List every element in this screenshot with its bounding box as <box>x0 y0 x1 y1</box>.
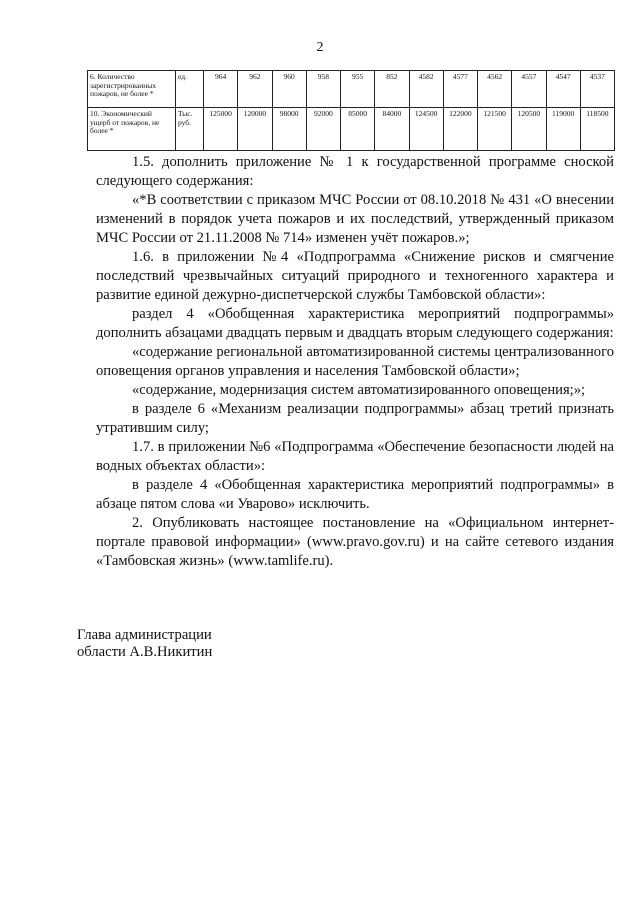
value-cell: 958 <box>306 71 340 108</box>
indicator-unit: Тыс. руб. <box>176 108 204 151</box>
value-cell: 124500 <box>409 108 443 151</box>
value-cell: 962 <box>238 71 272 108</box>
value-cell: 85000 <box>341 108 375 151</box>
value-cell: 122000 <box>443 108 477 151</box>
paragraph: в разделе 4 «Обобщенная характеристика мероприятий подпрограммы» в абзаце пятом слова «и Уварово» исключить. <box>96 477 614 512</box>
paragraph: раздел 4 «Обобщенная характеристика мероприятий подпрограммы» дополнить абзацами двадцать первым и двадцать вторым следующего содержания: <box>96 306 614 341</box>
value-cell: 119000 <box>546 108 580 151</box>
value-cell: 4562 <box>478 71 512 108</box>
table-row <box>88 71 615 108</box>
indicators-table <box>87 70 615 151</box>
indicator-name: 10. Экономический ущерб от пожаров, не более * <box>88 108 176 151</box>
signature-name: области А.В.Никитин <box>77 644 213 660</box>
page-number: 2 <box>316 40 324 55</box>
value-cell: 960 <box>272 71 306 108</box>
value-cell: 955 <box>341 71 375 108</box>
value-cell: 120500 <box>512 108 546 151</box>
paragraph: «*В соответствии с приказом МЧС России от 08.10.2018 № 431 «О внесении изменений в порядок учета пожаров и их последствий, утвержденный приказом МЧС России от 21.11.2008 № 714» изменен учёт пожаров.»; <box>96 192 614 246</box>
table-row <box>88 108 615 151</box>
paragraph: 1.7. в приложении №6 «Подпрограмма «Обеспечение безопасности людей на водных объектах области»: <box>96 439 614 474</box>
value-cell: 92000 <box>306 108 340 151</box>
paragraph: 1.5. дополнить приложение № 1 к государственной программе сноской следующего содержания: <box>96 154 614 189</box>
paragraph: «содержание региональной автоматизированной системы централизованного оповещения органов управления и населения Тамбовской области»; <box>96 344 614 379</box>
value-cell: 4537 <box>580 71 614 108</box>
value-cell: 121500 <box>478 108 512 151</box>
value-cell: 4547 <box>546 71 580 108</box>
paragraph: 2. Опубликовать настоящее постановление на «Официальном интернет-портале правовой информации» (www.pravo.gov.ru) и на сайте сетевого издания «Тамбовская жизнь» (www.tamlife.ru). <box>96 515 614 569</box>
indicator-unit: ед. <box>176 71 204 108</box>
paragraph: «содержание, модернизация систем автоматизированного оповещения;»; <box>132 382 586 398</box>
indicator-name: 6. Количество зарегистрированных пожаров, не более * <box>88 71 176 108</box>
value-cell: 84000 <box>375 108 409 151</box>
value-cell: 98000 <box>272 108 306 151</box>
value-cell: 120000 <box>238 108 272 151</box>
value-cell: 125000 <box>204 108 238 151</box>
document-body <box>96 153 614 571</box>
value-cell: 4582 <box>409 71 443 108</box>
signature-title: Глава администрации <box>77 627 212 643</box>
paragraph: 1.6. в приложении №4 «Подпрограмма «Снижение рисков и смягчение последствий чрезвычайных ситуаций природного и техногенного характера и развитие единой дежурно-диспетчерской службы Тамбовской области»: <box>96 249 614 303</box>
value-cell: 964 <box>204 71 238 108</box>
signature-block <box>77 627 212 661</box>
value-cell: 852 <box>375 71 409 108</box>
value-cell: 4577 <box>443 71 477 108</box>
value-cell: 118500 <box>580 108 614 151</box>
value-cell: 4557 <box>512 71 546 108</box>
paragraph: в разделе 6 «Механизм реализации подпрограммы» абзац третий признать утратившим силу; <box>96 401 614 436</box>
